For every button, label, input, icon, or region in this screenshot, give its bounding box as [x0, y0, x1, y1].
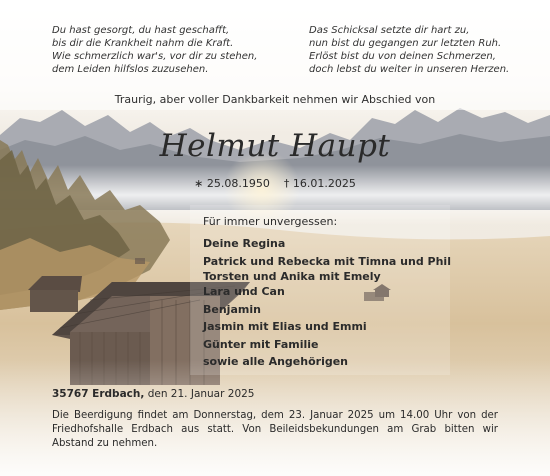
poem-right: [309, 24, 509, 76]
mourner: Torsten und Anika mit Emely: [203, 270, 381, 283]
birth-date: ∗ 25.08.1950: [194, 177, 270, 190]
mourner: Jasmin mit Elias und Emmi: [203, 320, 367, 333]
intro-text: Traurig, aber voller Dankbarkeit nehmen wir Abschied von: [114, 93, 436, 106]
poem-left-line: Du hast gesorgt, du hast geschafft,: [52, 25, 230, 36]
place-city: 35767 Erdbach,: [52, 388, 145, 400]
death-date: † 16.01.2025: [283, 177, 356, 190]
mourners-lead: Für immer unvergessen:: [203, 215, 338, 228]
mourner: Günter mit Familie: [203, 337, 319, 351]
poem-right-line: Erlöst bist du von deinen Schmerzen,: [309, 51, 496, 62]
poem-right-line: doch lebst du weiter in unseren Herzen.: [309, 64, 510, 75]
mourner: sowie alle Angehörigen: [203, 355, 349, 368]
poem-left-line: Wie schmerzlich war's, vor dir zu stehen,: [52, 51, 258, 62]
place-and-date: [52, 388, 255, 400]
life-dates: [0, 177, 550, 190]
mourners-list: [203, 215, 451, 371]
poem-left-line: dem Leiden hilfslos zuzusehen.: [52, 64, 209, 75]
poem-right-line: Das Schicksal setzte dir hart zu,: [309, 25, 470, 36]
place-date: den 21. Januar 2025: [147, 388, 255, 400]
funeral-notice: Die Beerdigung findet am Donnerstag, dem 23. Januar 2025 um 14.00 Uhr von der Friedhofshalle Erdbach aus statt. Von Beileidsbekundungen am Grab bitten wir Abstand zu nehmen.: [52, 410, 498, 449]
deceased-name: Helmut Haupt: [159, 128, 391, 164]
poem-left: [52, 24, 257, 76]
mourner: Patrick und Rebecka mit Timna und Phil: [203, 254, 451, 268]
mourner: Benjamin: [203, 302, 261, 316]
poem-left-line: bis dir die Krankheit nahm die Kraft.: [52, 38, 234, 49]
mourner: Lara und Can: [203, 285, 285, 298]
mourner: Deine Regina: [203, 237, 286, 250]
poem-right-line: nun bist du gegangen zur letzten Ruh.: [309, 38, 502, 49]
